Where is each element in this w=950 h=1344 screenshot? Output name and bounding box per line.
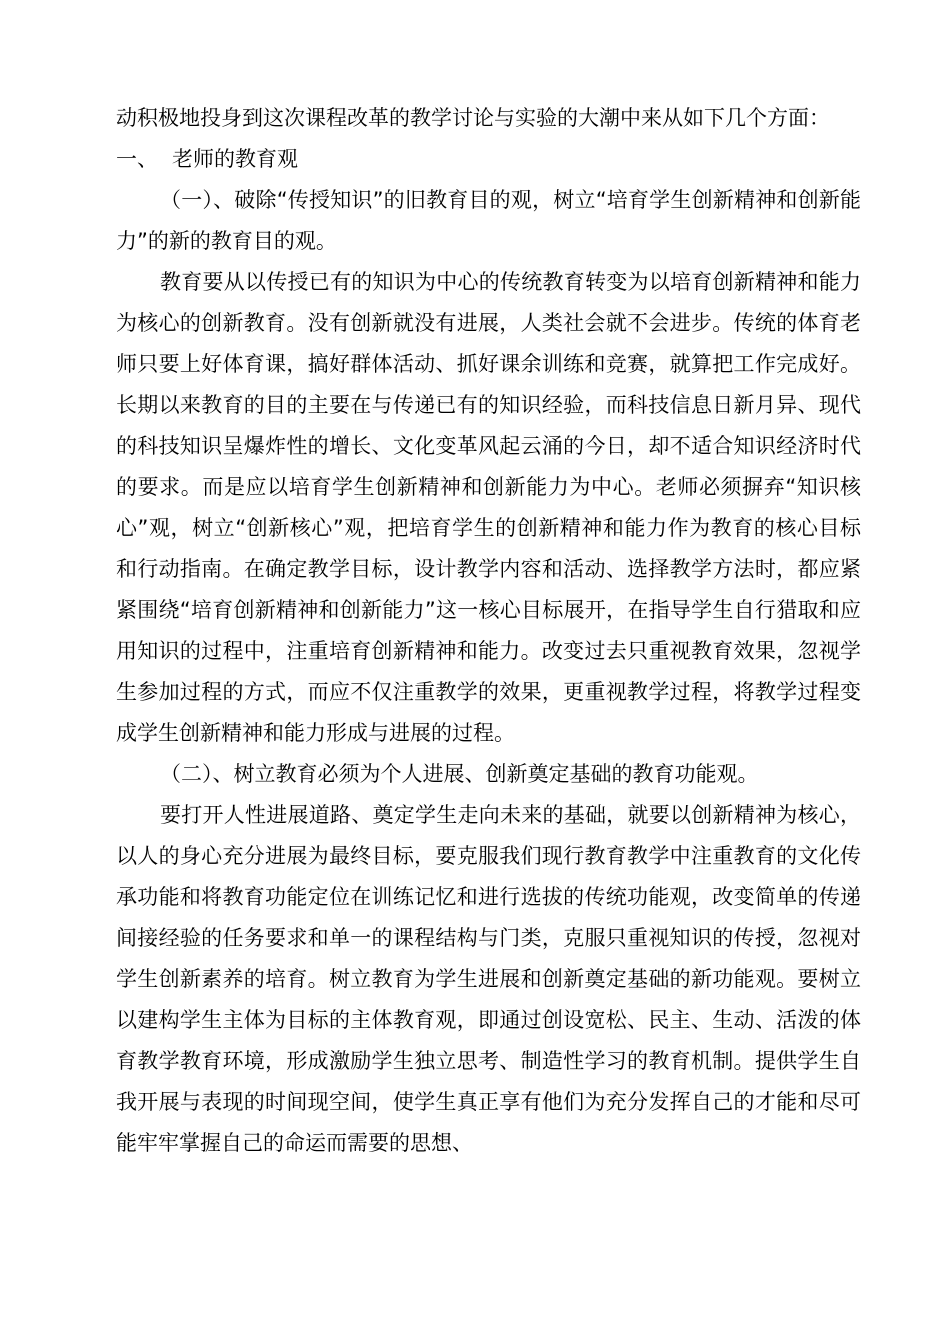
subsection-heading-1: （一）、破除“传授知识”的旧教育目的观，树立“培育学生创新精神和创新能力”的新的教育目的观。 bbox=[116, 188, 861, 253]
continuation-paragraph: 动积极地投身到这次课程改革的教学讨论与实验的大潮中来从如下几个方面： bbox=[116, 106, 830, 130]
section-number: 一、 bbox=[116, 147, 158, 171]
body-paragraph-1: 教育要从以传授已有的知识为中心的传统教育转变为以培育创新精神和能力为核心的创新教育。没有创新就没有进展，人类社会就不会进步。传统的体育老师只要上好体育课，搞好群体活动、抓好课余训练和竞赛，就算把工作完成好。长期以来教育的目的主要在与传递已有的知识经验，而科技信息日新月异、现代的科技知识呈爆炸性的增长、文化变革风起云涌的今日，却不适合知识经济时代的要求。而是应以培育学生创新精神和创新能力为中心。老师必须摒弃“知识核心”观，树立“创新核心”观，把培育学生的创新精神和能力作为教育的核心目标和行动指南。在确定教学目标，设计教学内容和活动、选择教学方法时，都应紧紧围绕“培育创新精神和创新能力”这一核心目标展开，在指导学生自行猎取和应用知识的过程中，注重培育创新精神和能力。改变过去只重视教育效果，忽视学生参加过程的方式，而应不仅注重教学的效果，更重视教学过程，将教学过程变成学生创新精神和能力形成与进展的过程。 bbox=[116, 270, 861, 745]
section-title: 老师的教育观 bbox=[172, 147, 298, 171]
subsection-heading-2: （二）、树立教育必须为个人进展、创新奠定基础的教育功能观。 bbox=[160, 762, 759, 786]
section-heading bbox=[116, 139, 861, 180]
document-body bbox=[116, 98, 861, 1164]
body-paragraph-2: 要打开人性进展道路、奠定学生走向未来的基础，就要以创新精神为核心，以人的身心充分进展为最终目标，要克服我们现行教育教学中注重教育的文化传承功能和将教育功能定位在训练记忆和进行选拔的传统功能观，改变简单的传递间接经验的任务要求和单一的课程结构与门类，克服只重视知识的传授，忽视对学生创新素养的培育。树立教育为学生进展和创新奠定基础的新功能观。要树立以建构学生主体为目标的主体教育观，即通过创设宽松、民主、生动、活泼的体育教学教育环境，形成激励学生独立思考、制造性学习的教育机制。提供学生自我开展与表现的时间现空间，使学生真正享有他们为充分发挥自己的才能和尽可能牢牢掌握自己的命运而需要的思想、 bbox=[116, 803, 861, 1155]
